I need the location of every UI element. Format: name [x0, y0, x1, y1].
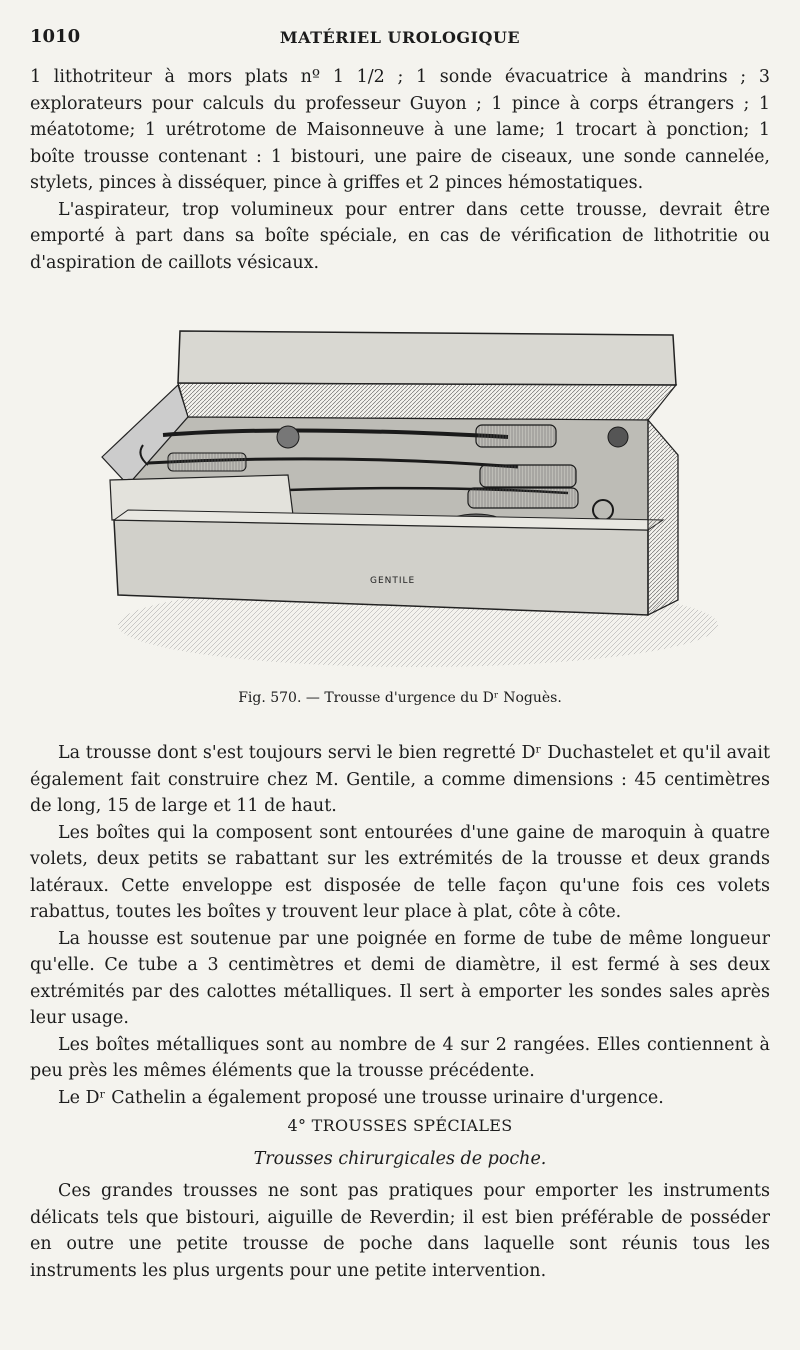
page-number: 1010 — [30, 26, 81, 47]
running-title: MATÉRIEL UROLOGIQUE — [279, 28, 521, 47]
paragraph-housse: La housse est soutenue par une poignée en forme de tube de même longueur qu'elle. Ce tube a 3 centimètres et demi de diamètre, il est fermé à ses deux extrémités par des calottes métalliques. Il sert à emporter les sondes sales après leur usage. — [30, 928, 770, 1028]
case-lid-inner — [178, 383, 676, 420]
paragraph-aspirateur: L'aspirateur, trop volumineux pour entrer dans cette trousse, devrait être emporté à part dans sa boîte spéciale, en cas de vérification de lithotritie ou d'aspiration de caillots vésicaux. — [30, 199, 770, 273]
instrument-handle-4 — [468, 488, 578, 508]
subsection-heading: Trousses chirurgicales de poche. — [253, 1148, 547, 1169]
page-header — [30, 26, 770, 50]
instrument-handle-3 — [480, 465, 576, 487]
instrument-handle-2 — [168, 453, 246, 471]
figure-caption: Fig. 570. — Trousse d'urgence du Dʳ Noguès. — [238, 690, 562, 706]
paragraph-cathelin: Le Dʳ Cathelin a également proposé une trousse urinaire d'urgence. — [58, 1087, 664, 1108]
instrument-knob — [277, 426, 299, 448]
instrument-case-engraving — [88, 325, 728, 675]
paragraph-boites: Les boîtes qui la composent sont entourées d'une gaine de maroquin à quatre volets, deux petits se rabattant sur les extrémités de la trousse et deux grands latéraux. Cette enveloppe est disposée de telle façon qu'une fois ces volets rabattus, toutes les boîtes y trouvent leur place à plat, côte à côte. — [30, 822, 770, 922]
case-maker-label: GENTILE — [370, 576, 416, 586]
paragraph-duchastelet: La trousse dont s'est toujours servi le bien regretté Dʳ Duchastelet et qu'il avait également fait construire chez M. Gentile, a comme dimensions : 45 centimètres de long, 15 de large et 11 de haut. — [30, 743, 770, 816]
figure-instrument-case — [88, 325, 728, 675]
top-text-block — [30, 64, 770, 276]
instrument-handle-1 — [476, 425, 556, 447]
paragraph-boites-metalliques: Les boîtes métalliques sont au nombre de 4 sur 2 rangées. Elles contiennent à peu près les mêmes éléments que la trousse précédente. — [30, 1034, 770, 1081]
case-right-side — [648, 420, 678, 615]
bottom-text-block — [30, 740, 770, 1284]
screw-wheel — [608, 427, 628, 447]
section-heading: 4° TROUSSES SPÉCIALES — [287, 1116, 513, 1135]
paragraph-instrument-list: 1 lithotriteur à mors plats nº 1 1/2 ; 1 sonde évacuatrice à mandrins ; 3 explorateurs pour calculs du professeur Guyon ; 1 pince à corps étrangers ; 1 méatotome; 1 urétrotome de Maisonneuve à une lame; 1 trocart à ponction; 1 boîte trousse contenant : 1 bistouri, une paire de ciseaux, une sonde cannelée, stylets, pinces à disséquer, pince à griffes et 2 pinces hémostatiques. — [30, 67, 770, 193]
case-lid-top — [178, 331, 676, 385]
paragraph-trousses-poche: Ces grandes trousses ne sont pas pratiques pour emporter les instruments délicats tels que bistouri, aiguille de Reverdin; il est bien préférable de posséder en outre une petite trousse de poche dans laquelle sont réunis tous les instruments les plus urgents pour une petite intervention. — [30, 1181, 770, 1281]
